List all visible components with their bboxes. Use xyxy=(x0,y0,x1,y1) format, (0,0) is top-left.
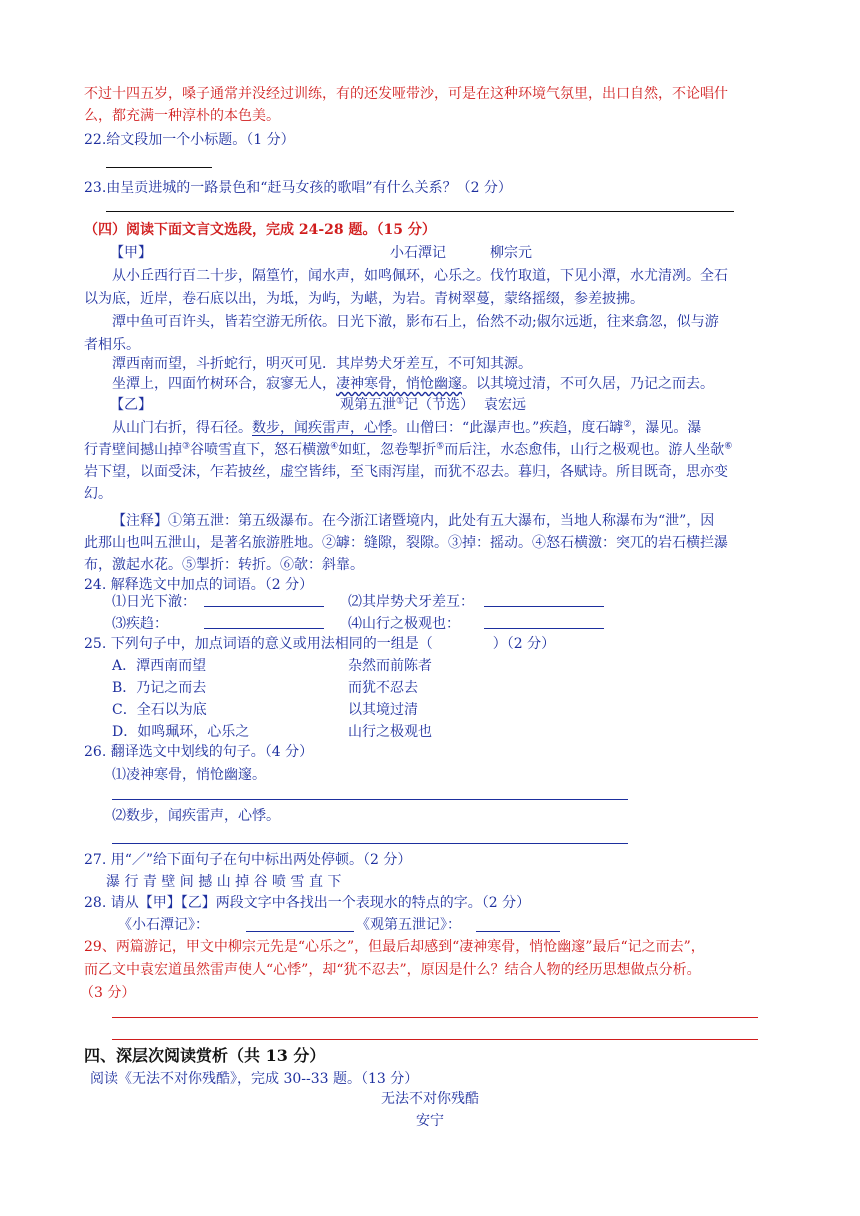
question-29-line: 29、两篇游记，甲文中柳宗元先是“心乐之”，但最后却感到“凄神寒骨，悄怆幽邃”最后“记之而去”， xyxy=(84,939,705,955)
text-line: 岩下望，以面受沫，乍若披丝，虚空皆纬，至飞雨泻崖，而犹不忍去。暮归，各赋诗。所目既奇，思亦变 xyxy=(84,464,728,480)
note-mark: ④ xyxy=(330,441,339,452)
question-28: 28. 请从【甲】【乙】两段文字中各找出一个表现水的特点的字。（2 分） xyxy=(84,895,531,911)
note-line: 此那山也叫五泄山，是著名旅游胜地。②罅：缝隙，裂隙。③掉：摇动。④怒石横激：突兀的岩石横拦瀑 xyxy=(84,535,728,551)
q28-answer-a[interactable] xyxy=(246,931,354,932)
text-line: 幻。 xyxy=(84,486,112,502)
text-segment: ，瀑见。瀑 xyxy=(631,420,702,436)
q28-label-a: 《小石潭记》： xyxy=(118,917,209,933)
passage-line: 不过十四五岁，嗓子通常并没经过训练，有的还发哑带沙，可是在这种环境气氛里，出口自然，不论唱什 xyxy=(84,86,728,102)
q26-answer-line-2[interactable] xyxy=(112,843,628,844)
article-author: 安宁 xyxy=(416,1113,444,1129)
q24-answer-d[interactable] xyxy=(484,628,604,629)
part4-intro: 阅读《无法不对你残酷》，完成 30--33 题。（13 分） xyxy=(90,1071,419,1087)
part4-heading: 四、深层次阅读赏析（共 13 分） xyxy=(84,1046,326,1065)
title-text: 观第五泄 xyxy=(340,397,396,413)
q26-sentence-2: ⑵数步，闻疾雷声，心悸。 xyxy=(112,808,280,824)
question-29-line: 而乙文中袁宏道虽然雷声使人“心悸”，却“犹不忍去”，原因是什么？结合人物的经历思想做点分析。 xyxy=(84,962,701,978)
q28-answer-b[interactable] xyxy=(476,931,560,932)
yi-title xyxy=(340,395,474,415)
answer-line xyxy=(106,211,734,212)
text-line xyxy=(112,374,714,394)
option-a-left: A．潭西南而望 xyxy=(112,658,207,674)
text-line xyxy=(112,418,701,438)
option-c-right: 以其境过清 xyxy=(348,702,418,718)
q24-answer-a[interactable] xyxy=(204,606,324,607)
question-text: 25. 下列句子中，加点词语的意义或用法相同的一组是（ xyxy=(84,636,433,652)
text-line: 潭中鱼可百许头，皆若空游无所依。日光下澈，影布石上，佁然不动;俶尔远逝，往来翕忽，似与游 xyxy=(112,314,719,330)
q24-item-c: ⑶疾趋： xyxy=(112,616,168,632)
note-mark: ② xyxy=(623,419,632,430)
passage-line: 么，都充满一种淳朴的本色美。 xyxy=(84,108,280,124)
title-text: 记（节选） xyxy=(404,397,475,413)
text-line: 从小丘西行百二十步，隔篁竹，闻水声，如鸣佩环，心乐之。伐竹取道，下见小潭，水尤清冽。全石 xyxy=(112,268,728,284)
q24-item-d: ⑷山行之极观也： xyxy=(348,616,460,632)
text-segment: 。山僧曰：“此瀑声也。”疾趋，度石罅 xyxy=(392,420,624,436)
jia-title: 小石潭记 xyxy=(390,245,446,261)
question-26: 26. 翻译选文中划线的句子。（4 分） xyxy=(84,744,314,760)
question-29-line: （3 分） xyxy=(80,985,136,1001)
option-a-right: 杂然而前陈者 xyxy=(348,658,432,674)
text-line: 潭西南而望，斗折蛇行，明灭可见．其岸势犬牙差互，不可知其源。 xyxy=(112,356,532,372)
yi-label: 【乙】 xyxy=(110,397,152,413)
yi-author: 袁宏远 xyxy=(484,397,526,413)
question-25 xyxy=(84,634,555,654)
text-segment: 谷喷雪直下，怒石横激 xyxy=(190,442,331,458)
q24-answer-c[interactable] xyxy=(204,628,324,629)
note-mark: ① xyxy=(396,396,405,407)
note-mark: ⑥ xyxy=(724,441,733,452)
option-d-right: 山行之极观也 xyxy=(348,724,432,740)
text-segment: 坐潭上，四面竹树环合，寂寥无人， xyxy=(112,376,336,392)
q26-sentence-1: ⑴凌神寒骨，悄怆幽邃。 xyxy=(112,767,266,783)
q27-sentence: 瀑 行 青 壁 间 撼 山 掉 谷 喷 雪 直 下 xyxy=(106,874,342,890)
jia-label: 【甲】 xyxy=(110,245,152,261)
question-27: 27. 用“／”给下面句子在句中标出两处停顿。（2 分） xyxy=(84,852,412,868)
note-mark: ⑤ xyxy=(436,441,445,452)
option-c-left: C．全石以为底 xyxy=(112,702,207,718)
q29-answer-line-1[interactable] xyxy=(112,1017,758,1018)
text-line xyxy=(84,440,732,460)
text-segment: 而后注，水态愈伟，山行之极观也。游人坐欹 xyxy=(444,442,725,458)
article-title: 无法不对你残酷 xyxy=(381,1091,479,1107)
option-b-right: 而犹不忍去 xyxy=(348,680,418,696)
text-segment: 如虹，忽卷掣折 xyxy=(338,442,437,458)
underlined-sentence: 凄神寒骨，悄怆幽邃 xyxy=(336,376,462,392)
text-segment: 行青壁间撼山掉 xyxy=(84,442,182,458)
question-24: 24. 解释选文中加点的词语。（2 分） xyxy=(84,577,314,593)
text-line: 者相乐。 xyxy=(84,337,140,353)
option-b-left: B．乃记之而去 xyxy=(112,680,207,696)
q24-item-b: ⑵其岸势犬牙差互： xyxy=(348,594,474,610)
q26-answer-line-1[interactable] xyxy=(112,799,628,800)
note-line: 布，激起水花。⑤掣折：转折。⑥欹：斜靠。 xyxy=(84,557,364,573)
text-segment: 从山门右折，得石径。 xyxy=(112,420,252,436)
question-22: 22.给文段加一个小标题。（1 分） xyxy=(84,132,295,148)
q24-item-a: ⑴日光下澈： xyxy=(112,594,196,610)
answer-line xyxy=(106,167,212,168)
note-line: 【注释】①第五泄：第五级瀑布。在今浙江诸暨境内，此处有五大瀑布，当地人称瀑布为“泄”，因 xyxy=(112,513,715,529)
question-text: ）（2 分） xyxy=(492,636,556,652)
jia-author: 柳宗元 xyxy=(490,245,532,261)
underlined-sentence: 数步，闻疾雷声，心悸 xyxy=(252,420,392,436)
q28-label-b: 《观第五泄记》： xyxy=(356,917,461,933)
note-mark: ③ xyxy=(182,441,191,452)
text-segment: 。以其境过清，不可久居，乃记之而去。 xyxy=(462,376,714,392)
question-23: 23.由呈贡进城的一路景色和“赶马女孩的歌唱”有什么关系？（2 分） xyxy=(84,180,512,196)
q29-answer-line-2[interactable] xyxy=(112,1039,758,1040)
q24-answer-b[interactable] xyxy=(484,606,604,607)
text-line: 以为底，近岸，卷石底以出，为坻，为屿，为嵁，为岩。青树翠蔓，蒙络摇缀，参差披拂。 xyxy=(84,291,644,307)
section-header: （四）阅读下面文言文选段，完成 24-28 题。（15 分） xyxy=(84,222,436,238)
option-d-left: D．如鸣珮环，心乐之 xyxy=(112,724,250,740)
